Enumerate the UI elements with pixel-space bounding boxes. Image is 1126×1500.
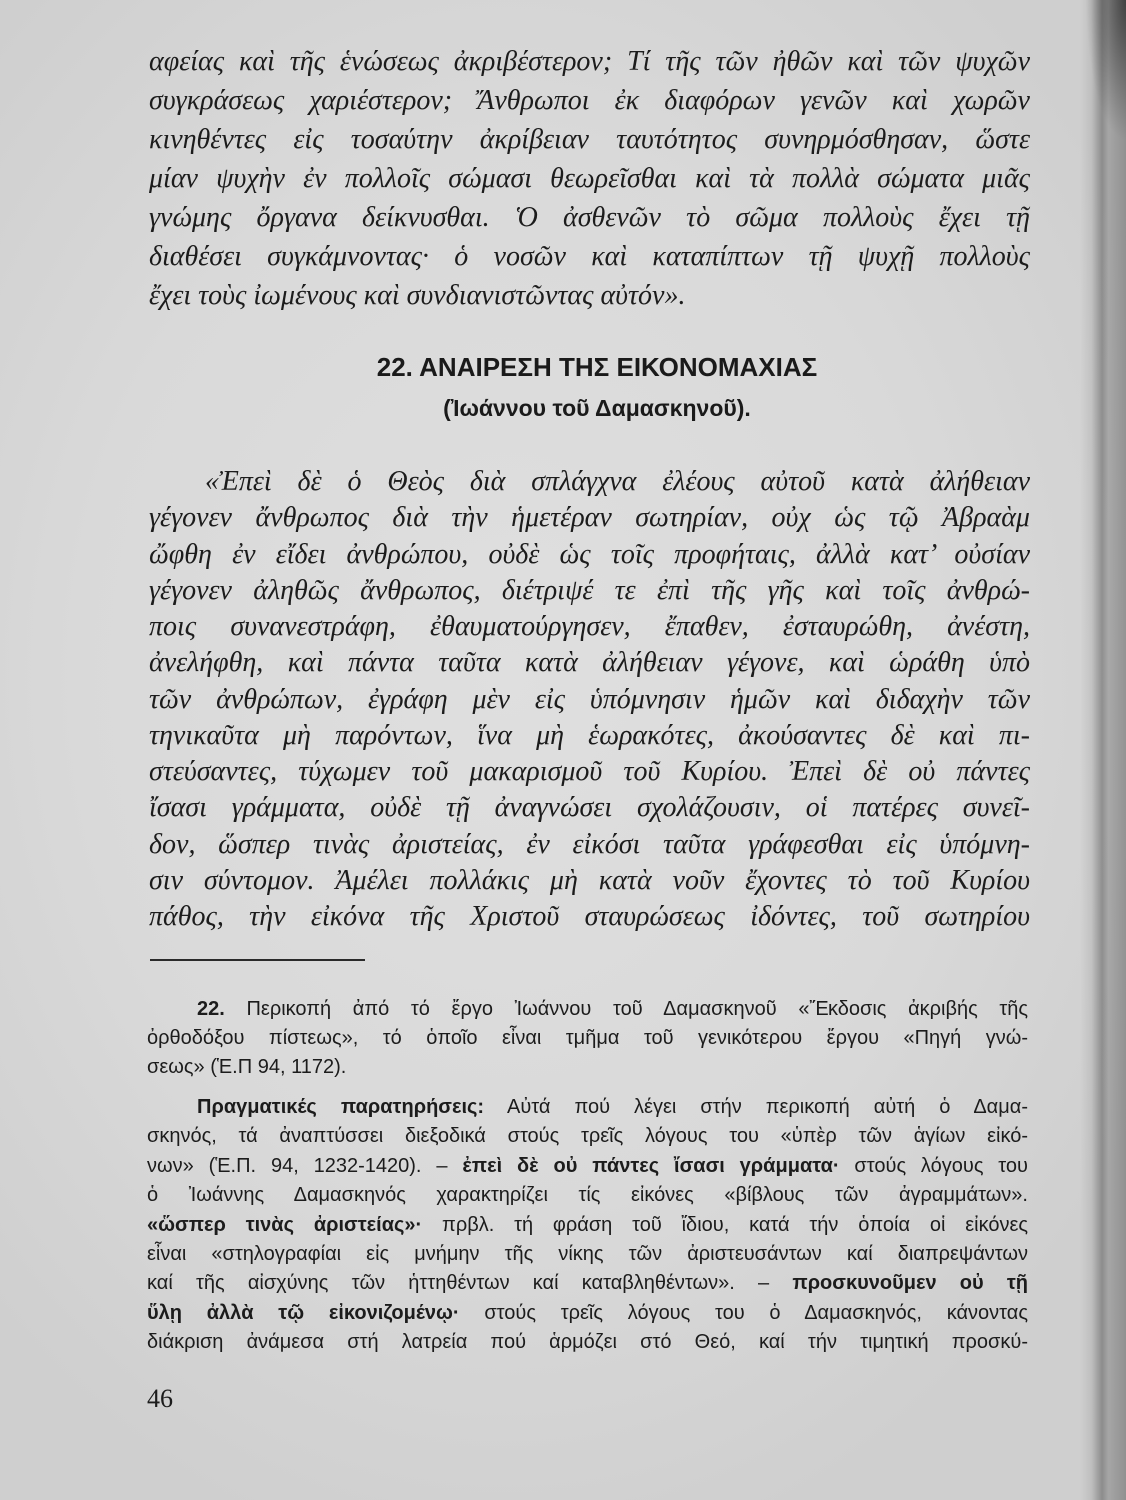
passage-line: σιν σύντομον. Ἀμέλει πολλάκις μὴ κατὰ νοῦν ἔχοντες τὸ τοῦ Κυρίου xyxy=(149,864,1030,896)
passage-line: πάθος, τὴν εἰκόνα τῆς Χριστοῦ σταυρώσεως ἰδόντες, τοῦ σωτηρίου xyxy=(149,901,1030,932)
notes-line xyxy=(147,1299,1028,1328)
passage-line: στεύσαντες, τύχωμεν τοῦ μακαρισμοῦ τοῦ Κυρίου. Ἐπεὶ δὲ οὐ πάντες xyxy=(149,756,1030,787)
passage-line: τῶν ἀνθρώπων, ἐγράφη μὲν εἰς ὑπόμνησιν ἡμῶν καὶ διδαχὴν τῶν xyxy=(149,683,1030,715)
notes-text: Αὐτά πού λέγει στήν περικοπή αὐτή ὁ Δαμα- xyxy=(506,1096,1028,1118)
commentary-notes xyxy=(147,1093,1028,1358)
notes-line xyxy=(147,1181,1028,1210)
passage-line: ἀνελήφθη, καὶ πάντα ταῦτα κατὰ ἀλήθειαν γέγονε, καὶ ὡράθη ὑπὸ xyxy=(149,647,1030,679)
notes-line xyxy=(147,1240,1028,1269)
passage-line: ἔχει τοὺς ἰωμένους καὶ συνδιανιστῶντας αὐτόν». xyxy=(149,280,686,311)
passage-line: γέγονεν ἀληθῶς ἄνθρωπος, διέτριψέ τε ἐπὶ τῆς γῆς καὶ τοῖς ἀνθρώ- xyxy=(149,574,1030,606)
notes-line xyxy=(147,1152,1028,1181)
notes-text: στούς λόγους του xyxy=(854,1154,1028,1177)
lemma: ὕλῃ ἀλλὰ τῷ εἰκονιζομένῳ· xyxy=(147,1301,460,1324)
continued-passage xyxy=(149,42,1030,315)
passage-line: τηνικαῦτα μὴ παρόντων, ἵνα μὴ ἑωρακότες, ἀκούσαντες δὲ καὶ πι- xyxy=(149,719,1030,751)
lemma: ἐπεὶ δὲ οὐ πάντες ἴσασι γράμματα· xyxy=(462,1154,840,1177)
passage-line: ὤφθη ἐν εἴδει ἀνθρώπου, οὐδὲ ὡς τοῖς προφήταις, ἀλλὰ κατ’ οὐσίαν xyxy=(149,538,1030,570)
section-passage xyxy=(149,464,1030,935)
passage-line: διαθέσει συγκάμνοντας· ὁ νοσῶν καὶ καταπίπτων τῇ ψυχῇ πολλοὺς xyxy=(149,241,1030,272)
notes-text: πρβλ. τή φράση τοῦ ἴδιου, κατά τήν ὁποία οἱ εἰκόνες xyxy=(442,1213,1029,1236)
passage-line: γνώμης ὄργανα δείκνυσθαι. Ὁ ἀσθενῶν τὸ σῶμα πολλοὺς ἔχει τῇ xyxy=(149,202,1030,233)
footnote xyxy=(147,995,1028,1082)
passage-line: γέγονεν ἄνθρωπος διὰ τὴν ἡμετέραν σωτηρίαν, οὐχ ὡς τῷ Ἀβραὰμ xyxy=(149,502,1030,534)
footnote-line: σεως» (Ἑ.Π 94, 1172). xyxy=(147,1056,347,1078)
notes-text: νων» (Ἑ.Π. 94, 1232-1420). – xyxy=(147,1154,448,1177)
footnote-line: ὀρθοδόξου πίστεως», τό ὁποῖο εἶναι τμῆμα τοῦ γενικότερου ἔργου «Πηγή γνώ- xyxy=(147,1027,1028,1049)
notes-label: Πραγματικές παρατηρήσεις: xyxy=(197,1096,485,1118)
passage-line: ποις συνανεστράφη, ἐθαυματούργησεν, ἔπαθεν, ἐσταυρώθη, ἀνέστη, xyxy=(149,611,1030,642)
passage-line: μίαν ψυχὴν ἐν πολλοῖς σώμασι θεωρεῖσθαι καὶ τὰ πολλὰ σώματα μιᾶς xyxy=(149,163,1030,194)
notes-text: ὁ Ἰωάννης Δαμασκηνός χαρακτηρίζει τίς εἰκόνες «βίβλους τῶν ἀγραμμάτων». xyxy=(147,1184,1028,1207)
footnote-line xyxy=(197,995,1028,1024)
notes-line xyxy=(197,1093,1028,1122)
lemma: «ὥσπερ τινὰς ἀριστείας»· xyxy=(147,1213,423,1236)
notes-line xyxy=(147,1328,1028,1357)
notes-text: στούς τρεῖς λόγους του ὁ Δαμασκηνός, κάνοντας xyxy=(484,1301,1029,1324)
passage-line: δον, ὥσπερ τινὰς ἀριστείας, ἐν εἰκόσι ταῦτα γράφεσθαι εἰς ὑπόμνη- xyxy=(149,828,1030,860)
footnote-number: 22. xyxy=(197,998,225,1020)
passage-line: ἴσασι γράμματα, οὐδὲ τῇ ἀναγνώσει σχολάζουσιν, οἱ πατέρες συνεῖ- xyxy=(149,792,1030,824)
lemma: προσκυνοῦμεν οὐ τῇ xyxy=(792,1272,1028,1295)
passage-line: συγκράσεως χαριέστερον; Ἄνθρωποι ἐκ διαφόρων γενῶν καὶ χωρῶν xyxy=(149,85,1030,116)
notes-text: σκηνός, τά ἀναπτύσσει διεξοδικά στούς τρεῖς λόγους του «ὑπὲρ τῶν ἁγίων εἰκό- xyxy=(147,1125,1028,1148)
section-heading: 22. ΑΝΑΙΡΕΣΗ ΤΗΣ ΕΙΚΟΝΟΜΑΧΙΑΣ xyxy=(376,352,818,382)
page-number: 46 xyxy=(147,1384,173,1413)
footnote-rule xyxy=(150,959,365,961)
passage-line: «Ἐπεὶ δὲ ὁ Θεὸς διὰ σπλάγχνα ἐλέους αὐτοῦ κατὰ ἀλήθειαν xyxy=(205,466,1030,497)
notes-line xyxy=(147,1122,1028,1151)
passage-line: κινηθέντες εἰς τοσαύτην ἀκρίβειαν ταυτότητος συνηρμόσθησαν, ὥστε xyxy=(149,124,1030,155)
notes-text: καί τῆς αἰσχύνης τῶν ἡττηθέντων καί καταβληθέντων». – xyxy=(147,1272,770,1295)
notes-line xyxy=(147,1211,1028,1240)
notes-line xyxy=(147,1269,1028,1298)
notes-text: διάκριση ἀνάμεσα στή λατρεία πού ἁρμόζει στό Θεό, καί τήν τιμητική προσκύ- xyxy=(147,1331,1028,1354)
passage-line: αφείας καὶ τῆς ἑνώσεως ἀκριβέστερον; Τί τῆς τῶν ἠθῶν καὶ τῶν ψυχῶν xyxy=(149,46,1030,77)
section-author: (Ἰωάννου τοῦ Δαμασκηνοῦ). xyxy=(443,395,751,421)
notes-text: εἶναι «στηλογραφίαι εἰς μνήμην τῆς νίκης τῶν ἀριστευσάντων καί διαπρεψάντων xyxy=(147,1243,1028,1266)
footnote-text: Περικοπή ἀπό τό ἔργο Ἰωάννου τοῦ Δαμασκηνοῦ «Ἔκδοσις ἀκριβής τῆς xyxy=(246,998,1028,1020)
page-binding-shadow xyxy=(1080,0,1126,1500)
